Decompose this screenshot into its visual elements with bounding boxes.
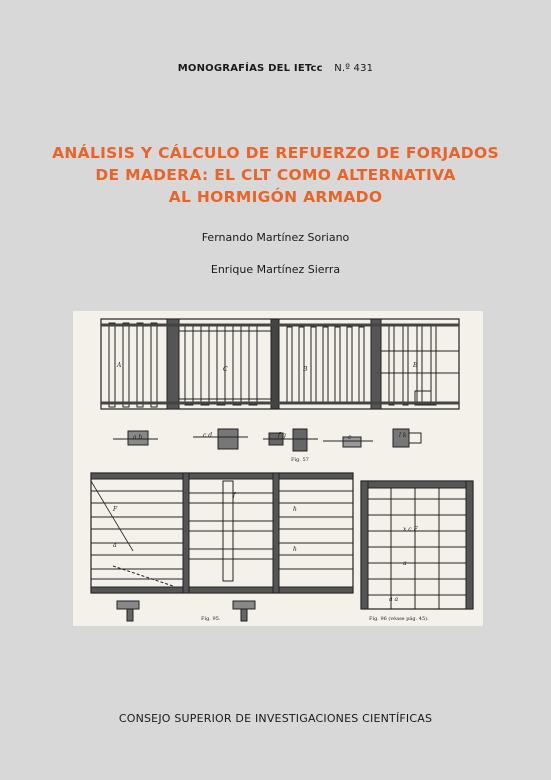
title-line-3: AL HORMIGÓN ARMADO <box>168 188 383 206</box>
svg-text:e: e <box>348 434 352 441</box>
title-line-2: DE MADERA: EL CLT COMO ALTERNATIVA <box>95 166 456 184</box>
svg-text:f g: f g <box>278 432 286 439</box>
svg-text:B: B <box>303 366 308 373</box>
title-line-1: ANÁLISIS Y CÁLCULO DE REFUERZO DE FORJADOS <box>52 144 499 162</box>
svg-text:C: C <box>223 366 228 373</box>
fig-bottom-left-label: Fig. 95. <box>201 616 221 622</box>
series-number: N.º 431 <box>334 63 374 74</box>
publisher-name: CONSEJO SUPERIOR DE INVESTIGACIONES CIENTÍFICAS <box>118 712 433 725</box>
svg-text:x c F: x c F <box>403 526 418 533</box>
svg-text:E: E <box>413 362 418 369</box>
svg-text:h: h <box>293 506 297 513</box>
svg-text:c d: c d <box>203 432 213 439</box>
author-2: Enrique Martínez Sierra <box>210 263 341 276</box>
svg-text:A: A <box>117 362 122 369</box>
timber-floor-plans-drawing <box>73 311 483 626</box>
svg-text:h: h <box>293 546 297 553</box>
svg-text:a: a <box>113 542 117 549</box>
svg-text:a: a <box>403 560 407 567</box>
cover-illustration <box>73 311 483 626</box>
series-header <box>0 63 551 74</box>
svg-text:F: F <box>113 506 118 513</box>
svg-text:a b: a b <box>133 434 143 441</box>
author-1: Fernando Martínez Soriano <box>201 231 350 244</box>
svg-text:l k: l k <box>399 432 407 439</box>
svg-text:a a: a a <box>389 596 399 603</box>
fig-bottom-right-label: Fig. 96 (véase pág. 45). <box>369 616 429 622</box>
book-title <box>40 142 511 208</box>
series-name: MONOGRAFÍAS DEL IETcc <box>177 63 323 74</box>
svg-text:f: f <box>233 492 236 499</box>
fig-top-label: Fig. 57 <box>291 457 309 463</box>
